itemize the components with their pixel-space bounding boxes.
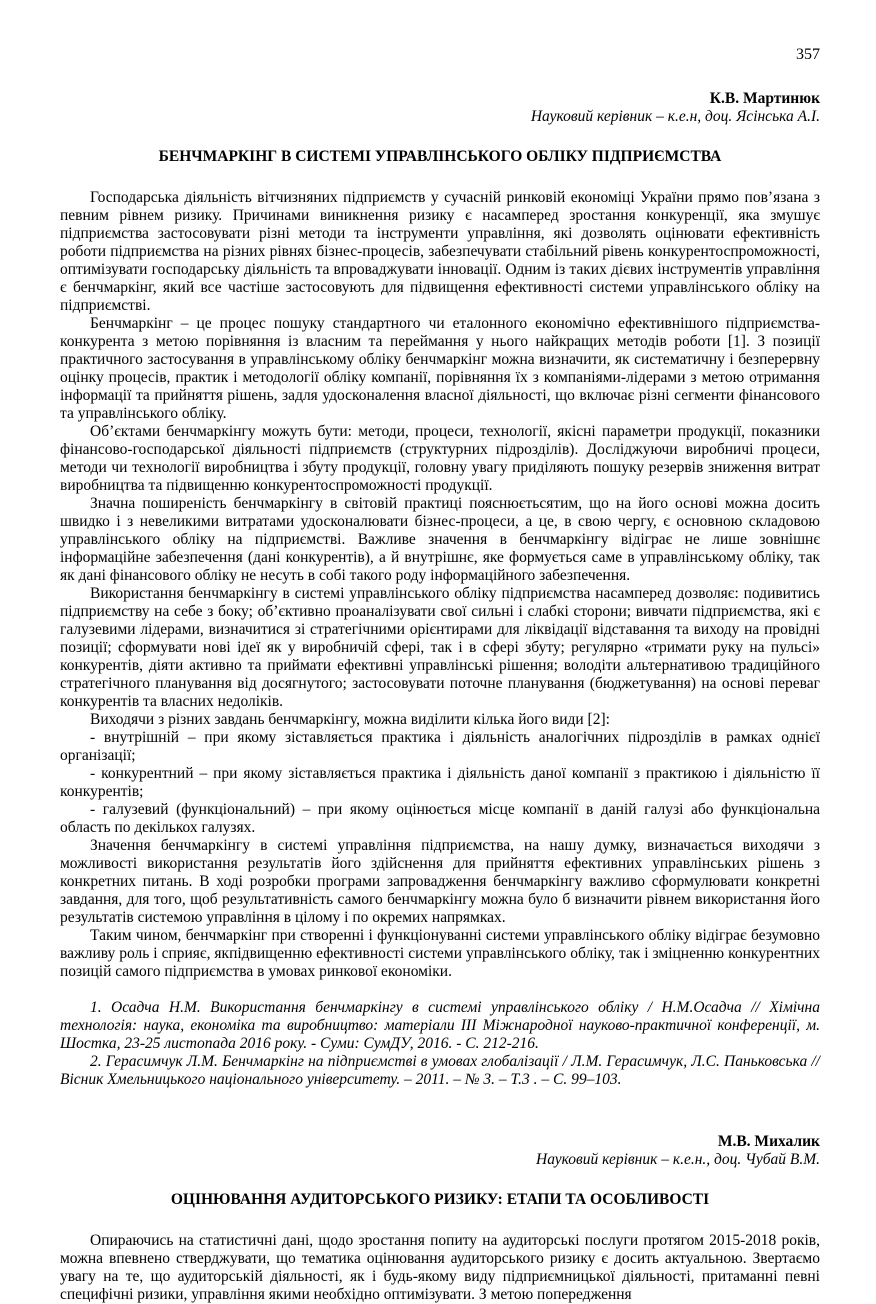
author-block (60, 90, 820, 126)
reference-item: 1. Осадча Н.М. Використання бенчмаркінгу в системі управлінського обліку / Н.М.Осадча // Хімічна технологія: наука, економіка та виробництво: матеріали ІІІ Міжнародної науково-практичної конференції, м. Шостка, 23-25 листопада 2016 року. - Суми: СумДУ, 2016. - С. 212-216. (60, 999, 820, 1052)
list-item-industry-benchmarking: - галузевий (функціональний) – при якому оцінюється місце компанії в даній галузі або функціональна область по декількох галузях. (60, 801, 820, 836)
article-title: БЕНЧМАРКІНГ В СИСТЕМІ УПРАВЛІНСЬКОГО ОБЛІКУ ПІДПРИЄМСТВА (158, 148, 722, 165)
paragraph: Значення бенчмаркінгу в системі управління підприємства, на нашу думку, визначається виходячи з можливості використання результатів його здійснення для прийняття ефективних управлінських рішень з конкретних питань. В ході розробки програми запровадження бенчмаркінгу важливо сформулювати конкретні завдання, для того, щоб результативність самого бенчмаркінгу можна було б визначити рівнем використання його результатів системою управління в цілому і по окремих напрямках. (60, 837, 820, 926)
author-name: К.В. Мартинюк (709, 90, 820, 107)
paragraph: Значна поширеність бенчмаркінгу в світовій практиці пояснюєтьсятим, що на його основі можна досить швидко і з невеликими витратами удосконалювати бізнес-процеси, а це, в свою чергу, є основною складовою управлінського обліку на підприємстві. Важливе значення в бенчмаркінгу відіграє не лише зовнішнє інформаційне забезпечення (дані конкурентів), а й внутрішнє, яке формується саме в управлінському обліку, так як дані фінансового обліку не несуть в собі такого роду інформаційного забезпечення. (60, 495, 820, 584)
paragraph: Таким чином, бенчмаркінг при створенні і функціонуванні системи управлінського обліку відіграє безумовно важливу роль і сприяє, якпідвищенню ефективності системи управлінського обліку, так і зміцненню конкурентних позицій самого підприємства в умовах ринкової економіки. (60, 927, 820, 980)
paragraph: Бенчмаркінг – це процес пошуку стандартного чи еталонного економічно ефективнішого підприємства-конкурента з метою порівняння із власним та переймання у нього найкращих методів роботи [1]. З позиції практичного застосування в управлінському обліку бенчмаркінг можна визначити, як систематичну і безперервну оцінку процесів, практик і методології обліку компанії, порівняння їх з компаніями-лідерами з метою отримання інформації та прийняття рішень, задля удосконалення власної діяльності, що включає різні сегменти фінансового та управлінського обліку. (60, 315, 820, 422)
supervisor-line: Науковий керівник – к.е.н., доц. Чубай В.М. (536, 1151, 820, 1168)
author-name: М.В. Михалик (717, 1133, 820, 1150)
article-title: ОЦІНЮВАННЯ АУДИТОРСЬКОГО РИЗИКУ: ЕТАПИ ТА ОСОБЛИВОСТІ (170, 1191, 710, 1208)
paragraph: Господарська діяльність вітчизняних підприємств у сучасній ринковій економіці України прямо пов’язана з певним рівнем ризику. Причинами виникнення ризику є насамперед зростання конкуренції, яка змушує підприємства застосовувати різні методи та інструменти управління, які дозволять оцінювати ефективність роботи підприємства на різних рівнях бізнес-процесів, забезпечувати стабільний рівень конкурентоспроможності, оптимізувати господарську діяльність та впроваджувати інновації. Одним із таких дієвих інструментів управління є бенчмаркінг, який все частіше застосовують для підвищення ефективності системи управлінського обліку на підприємстві. (60, 189, 820, 314)
supervisor-line: Науковий керівник – к.е.н, доц. Ясінська А.І. (530, 108, 820, 125)
reference-item: 2. Герасимчук Л.М. Бенчмаркінг на підприємстві в умовах глобалізації / Л.М. Герасимчук, Л.С. Паньковська // Вісник Хмельницького національного університету. – 2011. – № 3. – Т.3 . – С. 99–103. (60, 1053, 820, 1088)
list-item-internal-benchmarking: - внутрішній – при якому зіставляється практика і діяльність аналогічних підрозділів в рамках однієї організації; (60, 729, 820, 764)
paragraph: Об’єктами бенчмаркінгу можуть бути: методи, процеси, технології, якісні параметри продукції, показники фінансово-господарської діяльності підприємств (структурних підрозділів). Досліджуючи виробничі процеси, методи чи технології виробництва і збуту продукції, головну увагу приділяють пошуку резервів зниження витрат виробництва та підвищенню конкурентоспроможності продукції. (60, 423, 820, 494)
reference-list (60, 999, 820, 1089)
article-benchmarking (60, 90, 820, 1089)
paragraph: Опираючись на статистичні дані, щодо зростання попиту на аудиторські послуги протягом 2015-2018 років, можна впевнено стверджувати, що тематика оцінювання аудиторського ризику є досить актуальною. Звертаємо увагу на те, що аудиторській діяльності, як і будь-якому виду підприємницької діяльності, притаманні певні специфічні ризики, управління якими необхідно оптимізувати. З метою попередження (60, 1232, 820, 1303)
author-block (60, 1133, 820, 1169)
page-number: 357 (796, 46, 820, 63)
paragraph: Виходячи з різних завдань бенчмаркінгу, можна виділити кілька його види [2]: (90, 711, 610, 728)
article-audit-risk (60, 1133, 820, 1304)
paragraph: Використання бенчмаркінгу в системі управлінського обліку підприємства насамперед дозволяє: подивитись підприємству на себе з боку; об’єктивно проаналізувати свої сильні і слабкі сторони; вивчати підприємства, які є галузевими лідерами, визначитися зі стратегічними орієнтирами для ліквідації відставання та виходу на провідні позиції; сформувати нові ідеї як у виробничій сфері, так і в сфері збуту; регулярно «тримати руку на пульсі» конкурентів, діяти активно та приймати ефективні управлінські рішення; володіти альтернативою традиційного стратегічного планування від досягнутого; застосовувати поточне планування (бюджетування) на основі переваг конкурентів та власних недоліків. (60, 585, 820, 710)
list-item-competitive-benchmarking: - конкурентний – при якому зіставляється практика і діяльність даної компанії з практикою і діяльністю її конкурентів; (60, 765, 820, 800)
